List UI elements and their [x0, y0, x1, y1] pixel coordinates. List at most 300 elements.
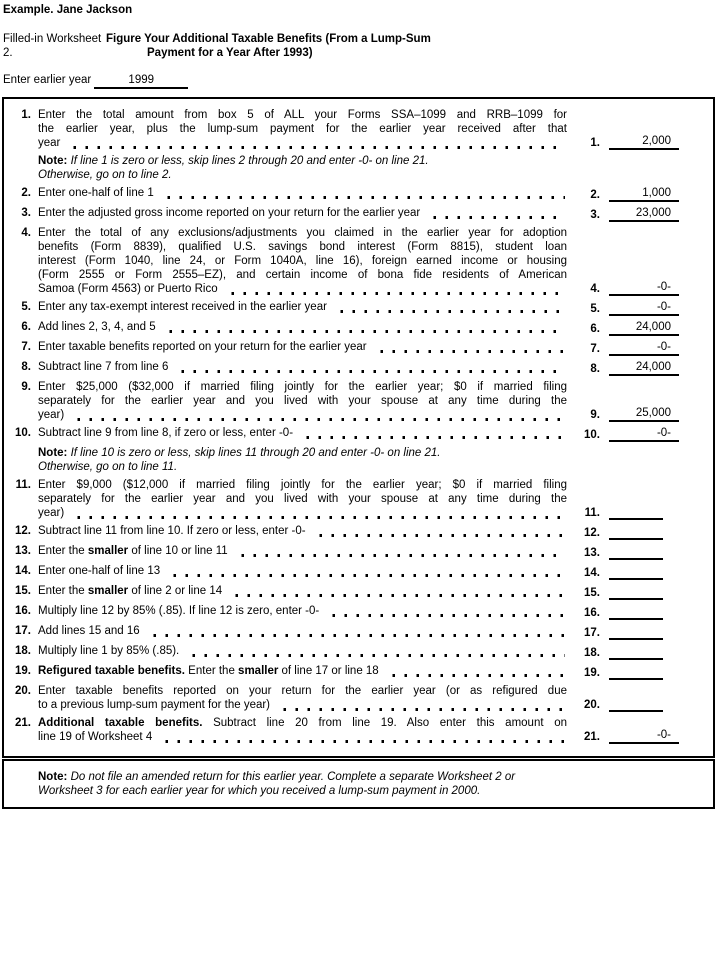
- entry-line-number: 8.: [590, 363, 600, 375]
- text-segment: If line 10 is zero or less, skip lines 11 through 20 and enter -0- on line 21.: [67, 447, 441, 459]
- text-segment: year: [38, 137, 61, 149]
- earlier-year-field: [94, 73, 188, 89]
- row-entry: [567, 186, 687, 202]
- footer-note-line: [38, 784, 683, 798]
- text-segment: Subtract line 9 from line 8, if zero or less, enter -0-: [38, 427, 294, 439]
- row-number: 2.: [21, 187, 31, 199]
- text-segment: Enter the total of any exclusions/adjustments you claimed in the earlier year for adoption: [38, 227, 567, 239]
- text-segment: Enter any tax-exempt interest received in the earlier year: [38, 301, 327, 313]
- row-number: 18.: [15, 645, 31, 657]
- text-segment: the earlier year, plus the lump-sum payment for the earlier year received after that: [38, 123, 567, 135]
- entry-field-wrap: [600, 584, 663, 600]
- entry-field: [609, 280, 679, 296]
- row-text-line: [38, 122, 567, 136]
- row-entry: [567, 564, 687, 580]
- worksheet-row: [4, 684, 687, 712]
- row-number: 3.: [21, 207, 31, 219]
- row-text: [38, 664, 567, 680]
- text-segment: Subtract line 7 from line 6: [38, 361, 169, 373]
- row-text-line: [38, 664, 567, 678]
- row-number: 15.: [15, 585, 31, 597]
- row-number: 9.: [21, 381, 31, 393]
- row-entry: [567, 406, 687, 422]
- entry-field: [609, 320, 679, 336]
- row-text-line: [38, 300, 567, 314]
- entry-line-number: 11.: [584, 507, 600, 519]
- text-segment: year): [38, 409, 65, 421]
- row-text-line: [38, 624, 567, 638]
- entry-field: [609, 644, 663, 660]
- row-text-content: [38, 544, 228, 558]
- row-text-line: [38, 254, 567, 268]
- row-text-line: [38, 716, 567, 730]
- row-text-content: [38, 644, 179, 658]
- row-text: [38, 206, 567, 222]
- footer-note-line: [38, 770, 683, 784]
- worksheet-row: [4, 186, 687, 202]
- row-text-line: [38, 644, 567, 658]
- worksheet-row: [4, 524, 687, 540]
- row-entry: [567, 340, 687, 356]
- entry-field-wrap: [600, 624, 663, 640]
- row-text-line: [38, 478, 567, 492]
- row-text: [38, 426, 567, 442]
- row-number: 5.: [21, 301, 31, 313]
- entry-line-number: 7.: [590, 343, 600, 355]
- row-text: [38, 226, 567, 296]
- text-segment: smaller: [238, 665, 279, 677]
- text-segment: If line 1 is zero or less, skip lines 2 through 20 and enter -0- on line 21.: [67, 155, 429, 167]
- entry-field-wrap: [600, 604, 663, 620]
- entry-line-number: 14.: [584, 567, 600, 579]
- entry-field-wrap: [600, 504, 663, 520]
- dot-leader: [160, 330, 565, 333]
- note-line: [38, 168, 687, 182]
- row-text-line: [38, 684, 567, 698]
- entry-field: [609, 728, 679, 744]
- text-segment: benefits (Form 8839), qualified U.S. savings bond interest (Form 8815), student loan: [38, 241, 567, 253]
- text-segment: Enter one-half of line 13: [38, 565, 161, 577]
- text-segment: of line 17 or line 18: [278, 665, 379, 677]
- dot-leader: [371, 350, 565, 353]
- entry-value: -0-: [656, 341, 671, 353]
- entry-line-number: 3.: [590, 209, 600, 221]
- worksheet-row: [4, 226, 687, 296]
- entry-value: 24,000: [635, 321, 671, 333]
- text-segment: Worksheet 3 for each earlier year for which you received a lump-sum payment in 2000.: [38, 785, 481, 797]
- row-text-line: [38, 108, 567, 122]
- entry-field-wrap: [600, 524, 663, 540]
- row-text-content: [38, 664, 379, 678]
- worksheet-row: [4, 300, 687, 316]
- row-number: 10.: [15, 427, 31, 439]
- entry-line-number: 4.: [590, 283, 600, 295]
- entry-field-wrap: [600, 696, 663, 712]
- text-segment: smaller: [87, 545, 129, 557]
- row-text-line: [38, 268, 567, 282]
- row-number: 19.: [15, 665, 31, 677]
- entry-field: [609, 300, 679, 316]
- row-number: 7.: [21, 341, 31, 353]
- text-segment: of line 10 or line 11: [128, 545, 228, 557]
- row-text-line: [38, 226, 567, 240]
- entry-field-wrap: [600, 360, 679, 376]
- entry-value: -0-: [656, 301, 671, 313]
- row-text-content: [38, 698, 270, 712]
- row-text-line: [38, 524, 567, 538]
- row-text-line: [38, 408, 567, 422]
- dot-leader: [144, 634, 565, 637]
- row-number: 1.: [21, 109, 31, 121]
- entry-line-number: 9.: [590, 409, 600, 421]
- entry-value: 23,000: [635, 207, 671, 219]
- entry-value: 25,000: [635, 407, 671, 419]
- row-text: [38, 340, 567, 356]
- worksheet-row: [4, 108, 687, 150]
- entry-line-number: 2.: [590, 189, 600, 201]
- worksheet-row: [4, 644, 687, 660]
- dot-leader: [323, 614, 565, 617]
- entry-field-wrap: [600, 406, 679, 422]
- row-text-line: [38, 136, 567, 150]
- row-number: 20.: [15, 685, 31, 697]
- row-number: 17.: [15, 625, 31, 637]
- row-text-line: [38, 340, 567, 354]
- entry-value: -0-: [656, 729, 671, 741]
- row-text-content: [38, 360, 168, 374]
- row-text: [38, 684, 567, 712]
- row-entry: [567, 664, 687, 680]
- row-entry: [567, 524, 687, 540]
- entry-field: [609, 524, 663, 540]
- worksheet-title: [106, 32, 721, 60]
- entry-field: [609, 406, 679, 422]
- worksheet-title-block: [3, 32, 721, 60]
- entry-line-number: 13.: [584, 547, 600, 559]
- entry-field: [609, 426, 679, 442]
- row-text-line: [38, 564, 567, 578]
- entry-line-number: 10.: [584, 429, 600, 441]
- text-segment: Refigured taxable benefits.: [38, 665, 185, 677]
- text-segment: Additional taxable benefits.: [38, 717, 203, 729]
- worksheet-row: [4, 604, 687, 620]
- row-text-content: [38, 340, 367, 354]
- text-segment: year): [38, 507, 65, 519]
- entry-field-wrap: [600, 134, 679, 150]
- entry-field: [609, 360, 679, 376]
- row-note: [38, 154, 687, 182]
- dot-leader: [226, 594, 565, 597]
- worksheet-row: [4, 544, 687, 560]
- row-entry: [567, 624, 687, 640]
- row-entry: [567, 134, 687, 150]
- dot-leader: [68, 418, 565, 421]
- worksheet-row: [4, 478, 687, 520]
- row-entry: [567, 426, 687, 442]
- dot-leader: [424, 216, 565, 219]
- note-line: [38, 446, 687, 460]
- text-segment: Enter taxable benefits reported on your return for the earlier year: [38, 341, 367, 353]
- text-segment: Enter the total amount from box 5 of ALL your Forms SSA–1099 and RRB–1099 for: [38, 109, 567, 121]
- row-number: 4.: [21, 227, 31, 239]
- text-segment: (Form 2555 or Form 2555–EZ), and certain income of bona fide residents of American: [38, 269, 567, 281]
- row-text: [38, 360, 567, 376]
- row-text: [38, 564, 567, 580]
- row-text: [38, 524, 567, 540]
- text-segment: Subtract line 20 from line 19. Also enter this amount on: [202, 717, 567, 729]
- example-label: Example. Jane Jackson: [3, 4, 133, 16]
- dot-leader: [383, 674, 565, 677]
- row-text: [38, 300, 567, 316]
- entry-field-wrap: [600, 340, 679, 356]
- row-entry: [567, 300, 687, 316]
- entry-value: 24,000: [635, 361, 671, 373]
- entry-line-number: 17.: [584, 627, 600, 639]
- row-text-content: [38, 408, 64, 422]
- row-entry: [567, 504, 687, 520]
- entry-field-wrap: [600, 664, 663, 680]
- row-text-line: [38, 240, 567, 254]
- worksheet-row: [4, 206, 687, 222]
- row-text-content: [38, 584, 222, 598]
- row-entry: [567, 604, 687, 620]
- entry-field: [609, 544, 663, 560]
- row-entry: [567, 206, 687, 222]
- dot-leader: [183, 654, 565, 657]
- entry-field: [609, 664, 663, 680]
- text-segment: Enter $9,000 ($12,000 if married filing jointly for the earlier year; $0 if married filing: [38, 479, 567, 491]
- earlier-year-row: [3, 73, 721, 89]
- earlier-year-label: Enter earlier year: [3, 74, 92, 86]
- dot-leader: [232, 554, 565, 557]
- row-number: 16.: [15, 605, 31, 617]
- dot-leader: [156, 740, 565, 743]
- worksheet-row: [4, 380, 687, 422]
- text-segment: Note:: [38, 155, 68, 167]
- text-segment: Subtract line 11 from line 10. If zero or less, enter -0-: [38, 525, 306, 537]
- row-text: [38, 604, 567, 620]
- dot-leader: [172, 370, 565, 373]
- row-number: 21.: [15, 717, 31, 729]
- row-number: 12.: [15, 525, 31, 537]
- row-text-content: [38, 524, 306, 538]
- worksheet-row: [4, 564, 687, 580]
- row-text: [38, 644, 567, 660]
- entry-line-number: 5.: [590, 303, 600, 315]
- dot-leader: [297, 436, 565, 439]
- row-note: [38, 446, 687, 474]
- dot-leader: [164, 574, 565, 577]
- row-text: [38, 320, 567, 336]
- entry-field: [609, 134, 679, 150]
- row-text-content: [38, 206, 420, 220]
- row-text-line: [38, 380, 567, 394]
- row-text-line: [38, 544, 567, 558]
- worksheet-row: [4, 320, 687, 336]
- row-text-content: [38, 136, 60, 150]
- row-text-line: [38, 426, 567, 440]
- row-text-content: [38, 320, 156, 334]
- worksheet-title-line2: Payment for a Year After 1993): [147, 47, 313, 59]
- entry-field-wrap: [600, 644, 663, 660]
- entry-value: -0-: [656, 427, 671, 439]
- text-segment: Enter taxable benefits reported on your return for the earlier year (or as refigured due: [38, 685, 567, 697]
- row-text: [38, 544, 567, 560]
- entry-value: 1,000: [642, 187, 671, 199]
- row-text: [38, 478, 567, 520]
- worksheet-row: [4, 584, 687, 600]
- entry-field: [609, 564, 663, 580]
- row-entry: [567, 320, 687, 336]
- entry-field-wrap: [600, 206, 679, 222]
- text-segment: Note:: [38, 771, 68, 783]
- dot-leader: [158, 196, 565, 199]
- row-text: [38, 186, 567, 202]
- text-segment: Enter one-half of line 1: [38, 187, 154, 199]
- row-number: 14.: [15, 565, 31, 577]
- entry-line-number: 18.: [584, 647, 600, 659]
- entry-field: [609, 340, 679, 356]
- dot-leader: [331, 310, 565, 313]
- worksheet-title-line1: Figure Your Additional Taxable Benefits (From a Lump-Sum: [106, 33, 431, 45]
- row-number: 11.: [15, 479, 31, 491]
- row-entry: [567, 584, 687, 600]
- row-number: 13.: [15, 545, 31, 557]
- row-text-content: [38, 564, 160, 578]
- entry-field-wrap: [600, 186, 679, 202]
- dot-leader: [310, 534, 565, 537]
- row-text-line: [38, 186, 567, 200]
- text-segment: to a previous lump-sum payment for the year): [38, 699, 271, 711]
- text-segment: line 19 of Worksheet 4: [38, 731, 153, 743]
- entry-field-wrap: [600, 280, 679, 296]
- entry-field-wrap: [600, 728, 679, 744]
- row-text: [38, 624, 567, 640]
- note-line: [38, 460, 687, 474]
- row-text: [38, 380, 567, 422]
- row-text-line: [38, 506, 567, 520]
- entry-field: [609, 696, 663, 712]
- row-text: [38, 108, 567, 150]
- text-segment: Enter the: [184, 665, 239, 677]
- entry-field: [609, 504, 663, 520]
- text-segment: smaller: [87, 585, 129, 597]
- row-entry: [567, 644, 687, 660]
- entry-line-number: 12.: [584, 527, 600, 539]
- row-text-line: [38, 206, 567, 220]
- row-text-content: [38, 186, 154, 200]
- text-segment: Multiply line 12 by 85% (.85). If line 12 is zero, enter -0-: [38, 605, 320, 617]
- entry-line-number: 20.: [584, 699, 600, 711]
- row-text-line: [38, 320, 567, 334]
- row-number: 8.: [21, 361, 31, 373]
- entry-field-wrap: [600, 544, 663, 560]
- row-text-content: [38, 624, 140, 638]
- row-text-content: [38, 604, 319, 618]
- row-text-line: [38, 584, 567, 598]
- worksheet-row: [4, 716, 687, 744]
- text-segment: Add lines 15 and 16: [38, 625, 140, 637]
- entry-line-number: 15.: [584, 587, 600, 599]
- row-text-line: [38, 282, 567, 296]
- text-segment: Otherwise, go on to line 2.: [38, 169, 172, 181]
- earlier-year-value: 1999: [128, 74, 155, 86]
- text-segment: separately for the earlier year and you lived with your spouse at any time during the: [38, 395, 567, 407]
- text-segment: Note:: [38, 447, 68, 459]
- worksheet-row: [4, 360, 687, 376]
- worksheet-box: [2, 97, 715, 758]
- dot-leader: [68, 516, 565, 519]
- entry-line-number: 16.: [584, 607, 600, 619]
- row-text-line: [38, 604, 567, 618]
- entry-field: [609, 584, 663, 600]
- row-entry: [567, 728, 687, 744]
- row-text-content: [38, 730, 152, 744]
- note-line: [38, 154, 687, 168]
- worksheet-label: Filled-in Worksheet 2.: [3, 33, 102, 59]
- row-entry: [567, 280, 687, 296]
- text-segment: of line 2 or line 14: [128, 585, 223, 597]
- entry-field: [609, 604, 663, 620]
- worksheet-row: [4, 624, 687, 640]
- entry-field-wrap: [600, 320, 679, 336]
- entry-field-wrap: [600, 426, 679, 442]
- row-text-content: [38, 300, 327, 314]
- row-text-line: [38, 698, 567, 712]
- row-text: [38, 584, 567, 600]
- entry-field: [609, 624, 663, 640]
- row-text-line: [38, 730, 567, 744]
- row-entry: [567, 544, 687, 560]
- row-text: [38, 716, 567, 744]
- worksheet-row: [4, 340, 687, 356]
- entry-line-number: 6.: [590, 323, 600, 335]
- text-segment: Add lines 2, 3, 4, and 5: [38, 321, 156, 333]
- text-segment: interest (Form 1040, line 24, or Form 1040A, line 16), foreign earned income or housing: [38, 255, 567, 267]
- footer-note-box: [2, 759, 715, 809]
- text-segment: Enter the adjusted gross income reported on your return for the earlier year: [38, 207, 421, 219]
- row-text-line: [38, 360, 567, 374]
- text-segment: separately for the earlier year and you lived with your spouse at any time during the: [38, 493, 567, 505]
- entry-value: -0-: [656, 281, 671, 293]
- row-entry: [567, 696, 687, 712]
- row-number: 6.: [21, 321, 31, 333]
- row-text-content: [38, 282, 218, 296]
- text-segment: Otherwise, go on to line 11.: [38, 461, 178, 473]
- row-text-content: [38, 506, 64, 520]
- dot-leader: [222, 292, 565, 295]
- entry-field-wrap: [600, 564, 663, 580]
- text-segment: Enter the: [38, 545, 88, 557]
- dot-leader: [274, 708, 565, 711]
- entry-field: [609, 206, 679, 222]
- entry-line-number: 1.: [590, 137, 600, 149]
- dot-leader: [64, 146, 565, 149]
- entry-line-number: 21.: [584, 731, 600, 743]
- text-segment: Enter $25,000 ($32,000 if married filing jointly for the earlier year; $0 if married filing: [38, 381, 567, 393]
- row-text-content: [38, 426, 293, 440]
- entry-value: 2,000: [642, 135, 671, 147]
- entry-field-wrap: [600, 300, 679, 316]
- worksheet-row: [4, 664, 687, 680]
- entry-line-number: 19.: [584, 667, 600, 679]
- text-segment: Multiply line 1 by 85% (.85).: [38, 645, 180, 657]
- text-segment: Do not file an amended return for this earlier year. Complete a separate Worksheet 2 or: [67, 771, 516, 783]
- worksheet-row: [4, 426, 687, 442]
- text-segment: Enter the: [38, 585, 88, 597]
- row-entry: [567, 360, 687, 376]
- row-text-line: [38, 394, 567, 408]
